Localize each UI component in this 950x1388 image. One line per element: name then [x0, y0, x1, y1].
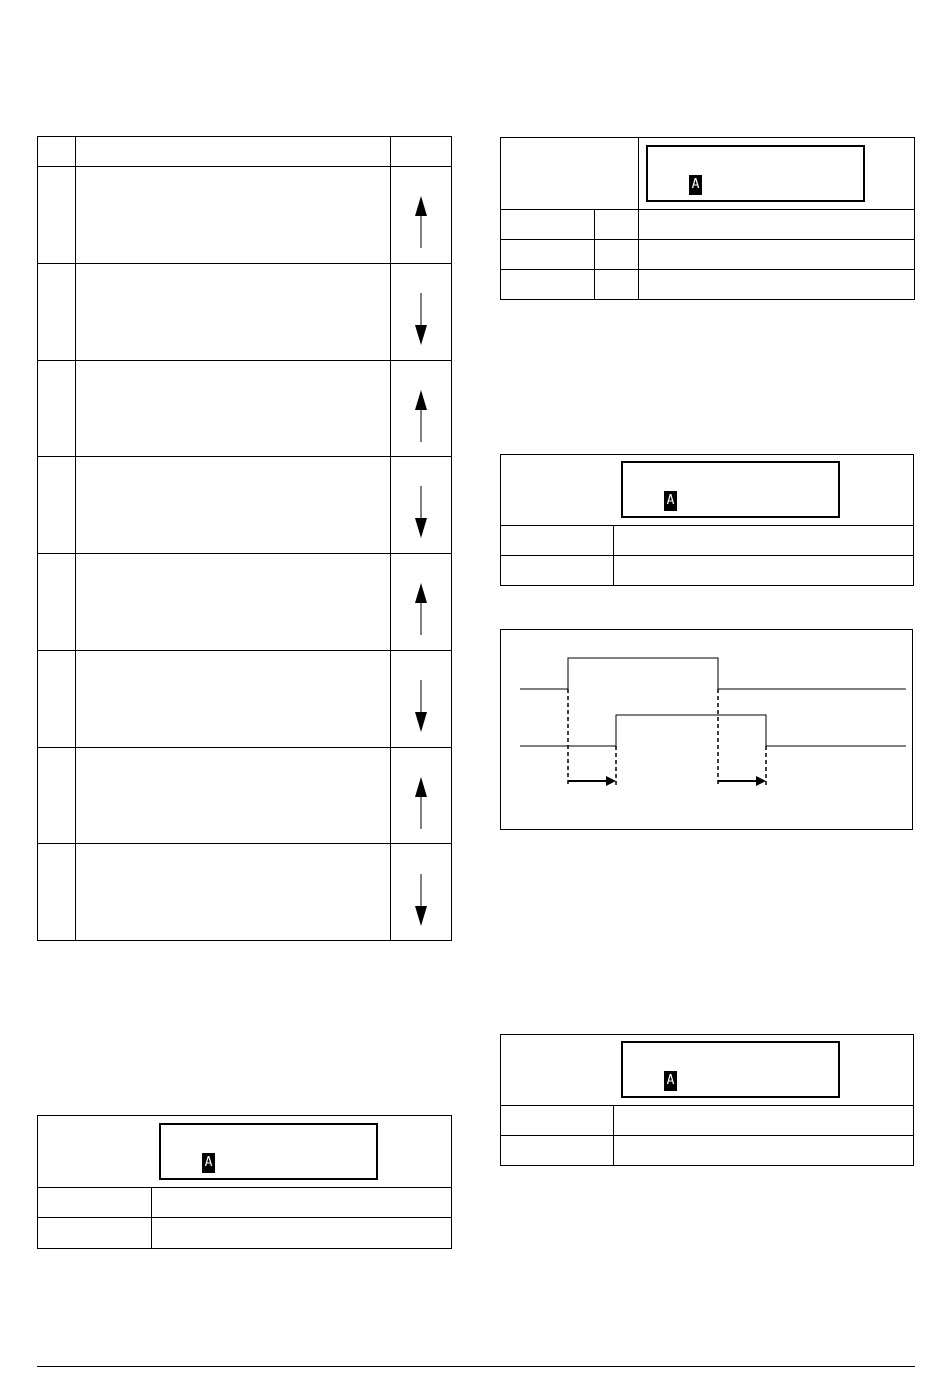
- arrow-table-row-sep: [37, 263, 452, 264]
- panel-row-sep: [500, 1105, 914, 1106]
- panel-col-sep: [638, 137, 639, 300]
- arrow-table-row-sep: [37, 360, 452, 361]
- arrow-table-row-sep: [37, 553, 452, 554]
- lcd-display: [621, 1041, 840, 1098]
- arrow-table-row-sep: [37, 747, 452, 748]
- panel-col-sep: [613, 1105, 614, 1166]
- output-signal-wave: [520, 715, 906, 746]
- panel-row-sep: [500, 239, 915, 240]
- panel-col-sep: [594, 209, 595, 300]
- down-arrow-icon: [413, 291, 429, 347]
- timing-waveforms: [500, 629, 913, 830]
- up-arrow-icon: [413, 775, 429, 831]
- down-arrow-icon: [413, 484, 429, 540]
- param-panel-1: [500, 137, 915, 300]
- panel-col-sep: [613, 525, 614, 586]
- lcd-cursor-char: A: [664, 491, 677, 511]
- panel-row-sep: [500, 1135, 914, 1136]
- param-panel-3: [500, 1034, 914, 1166]
- panel-row-sep: [37, 1217, 452, 1218]
- arrow-table-row-sep: [37, 456, 452, 457]
- footer-rule: [37, 1366, 915, 1367]
- param-panel-4: [37, 1115, 452, 1249]
- param-panel-2: [500, 454, 914, 586]
- arrow-table-col-sep-1: [75, 136, 76, 941]
- down-arrow-icon: [413, 678, 429, 734]
- input-signal-wave: [520, 658, 906, 689]
- up-arrow-icon: [413, 388, 429, 444]
- panel-row-sep: [500, 525, 914, 526]
- timing-diagram: [500, 629, 913, 830]
- up-arrow-icon: [413, 194, 429, 250]
- arrow-table-header-sep: [37, 166, 452, 167]
- up-arrow-icon: [413, 581, 429, 637]
- arrow-table-col-sep-2: [390, 136, 391, 941]
- panel-row-sep: [500, 269, 915, 270]
- arrow-table-row-sep: [37, 650, 452, 651]
- lcd-cursor-char: A: [689, 175, 702, 195]
- down-arrow-icon: [413, 872, 429, 928]
- lcd-cursor-char: A: [202, 1153, 215, 1173]
- panel-row-sep: [500, 555, 914, 556]
- panel-col-sep: [151, 1187, 152, 1249]
- panel-row-sep: [500, 209, 915, 210]
- lcd-display: [621, 461, 840, 518]
- lcd-cursor-char: A: [664, 1071, 677, 1091]
- panel-row-sep: [37, 1187, 452, 1188]
- arrow-table-row-sep: [37, 843, 452, 844]
- arrow-table: [37, 136, 452, 941]
- lcd-display: [159, 1123, 378, 1180]
- lcd-display: [646, 145, 865, 202]
